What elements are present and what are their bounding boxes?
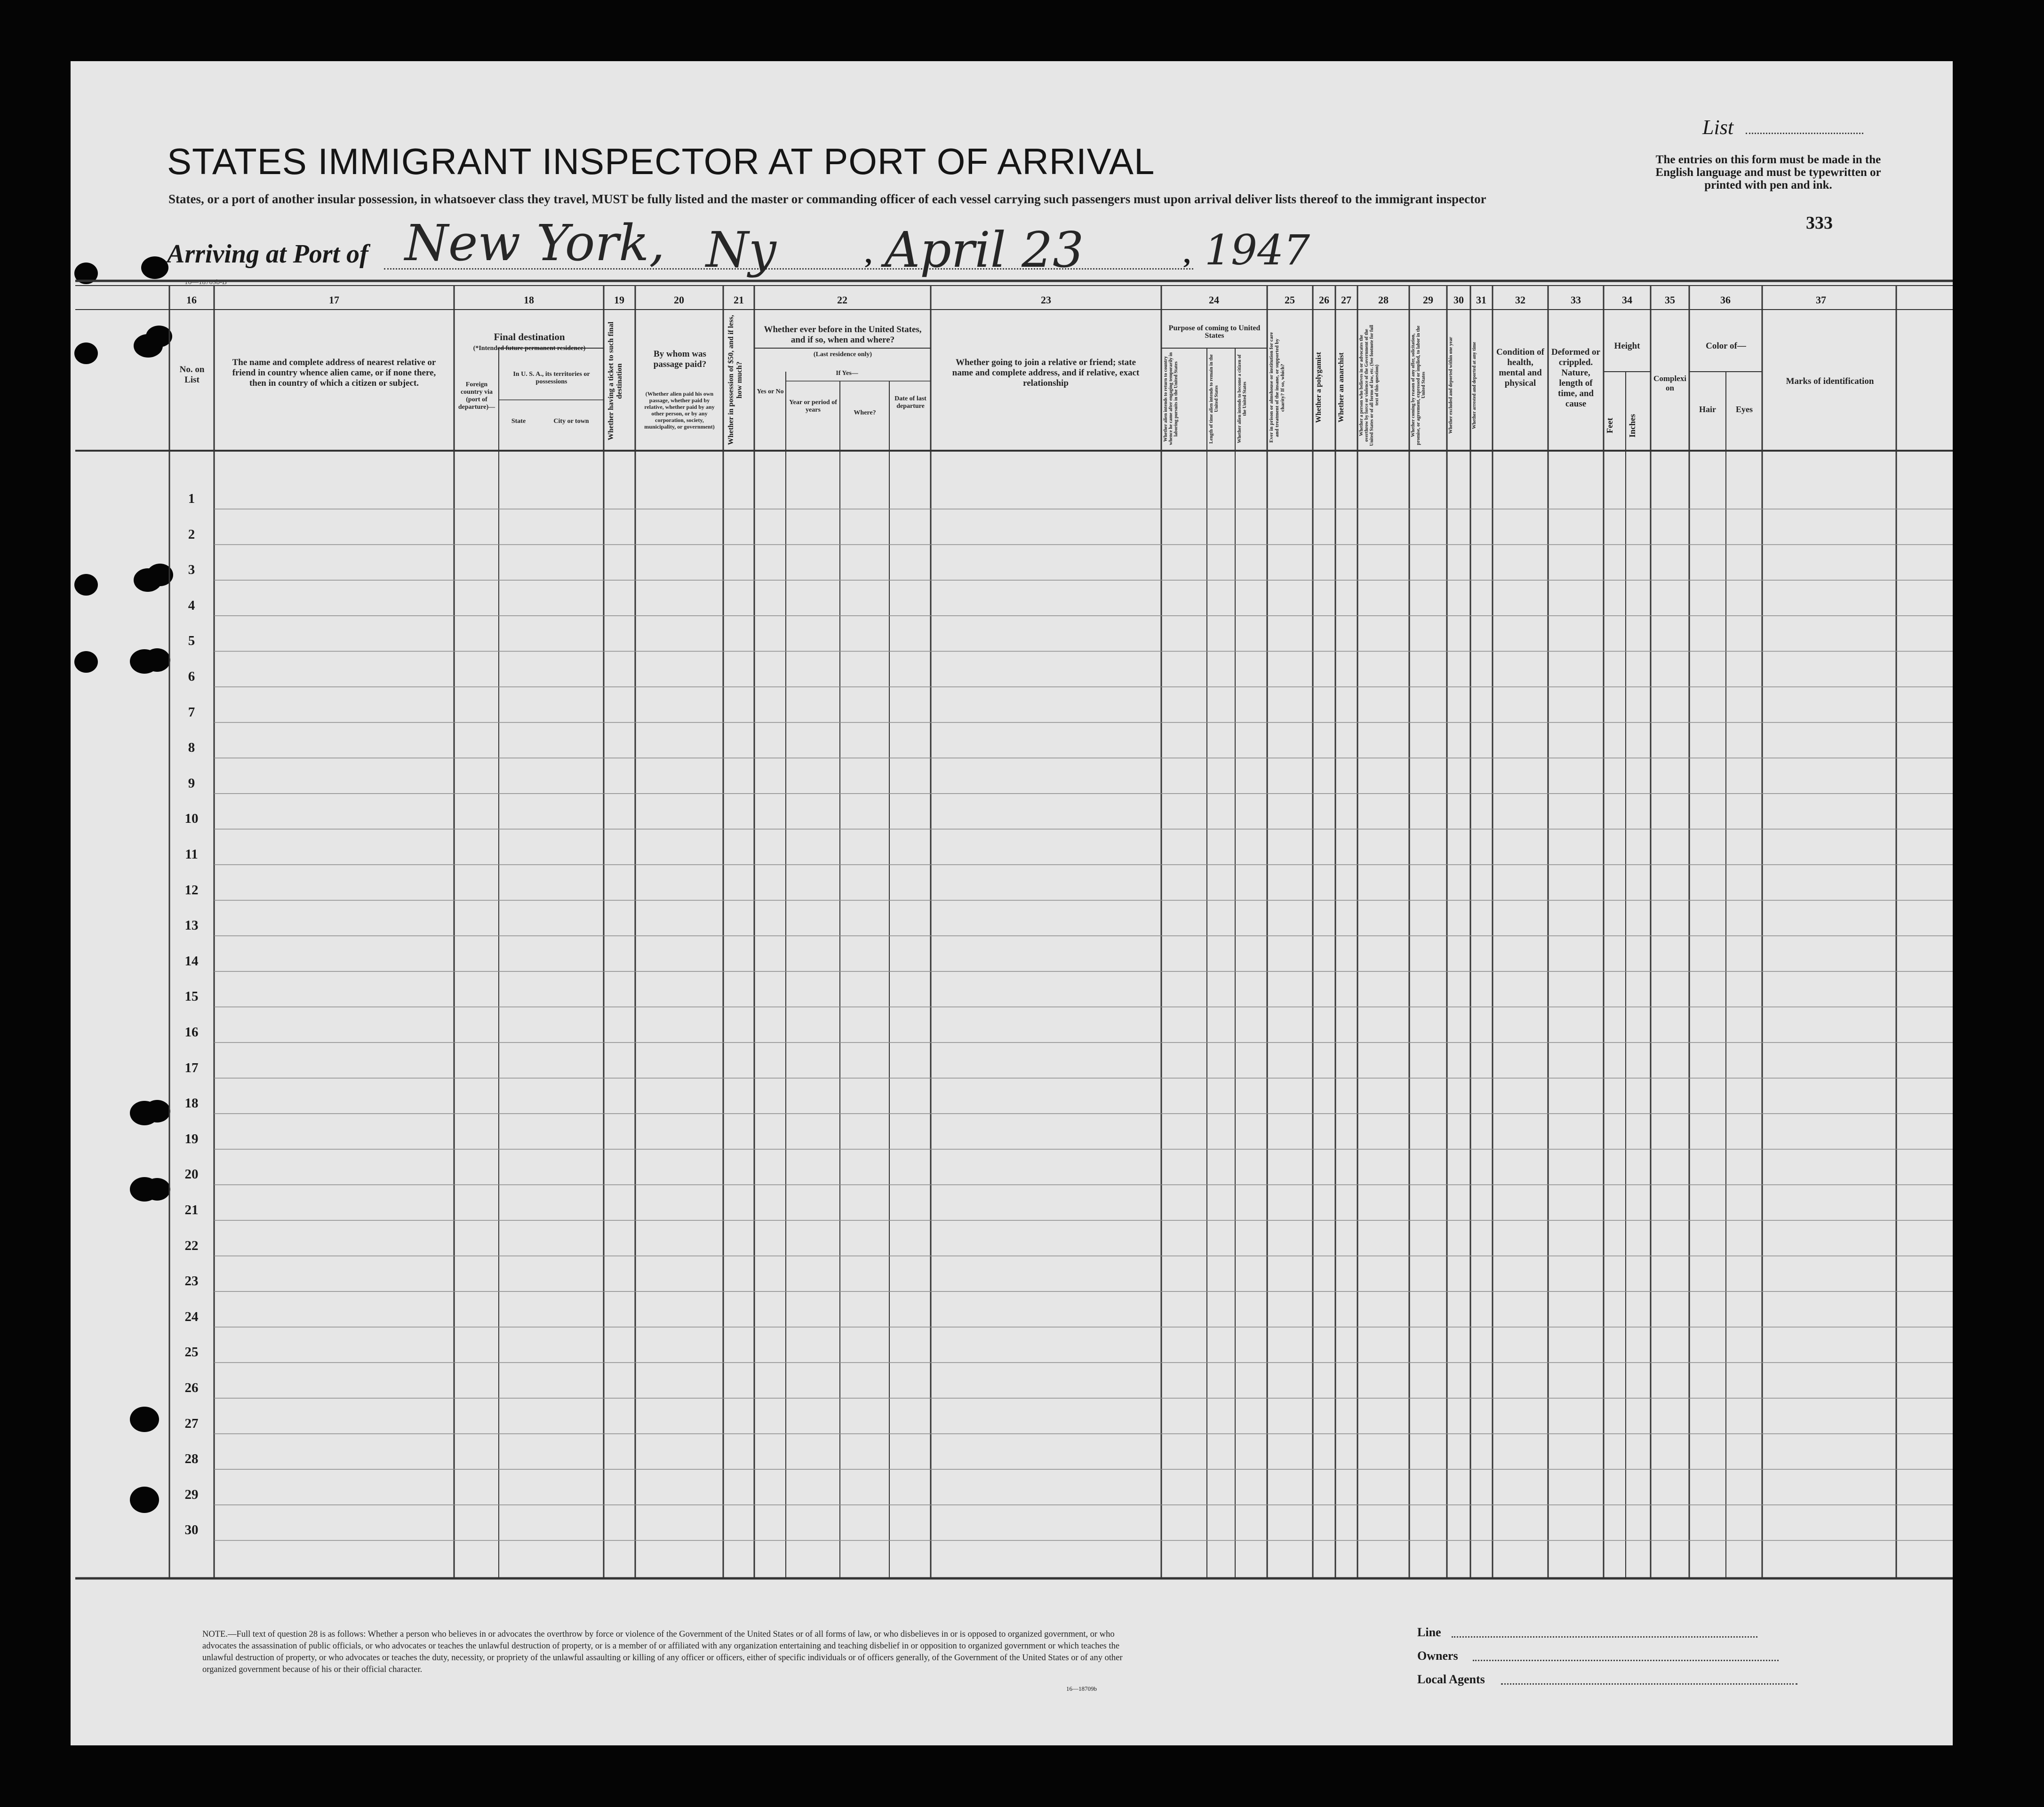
- row-number: 20: [184, 1167, 199, 1182]
- page-title: STATES IMMIGRANT INSPECTOR AT PORT OF ARRIVAL: [167, 141, 1155, 182]
- header-feet: Feet: [1605, 418, 1614, 434]
- form-instructions: The entries on this form must be made in the English language and must be typewritten or printed with pen and ink.: [1655, 153, 1881, 191]
- header-ever-before-in-us: Whether ever before in the United States, and if so, when and where?: [764, 325, 922, 345]
- list-label: List: [1702, 116, 1734, 139]
- row-number: 26: [184, 1380, 199, 1395]
- header-fifty-dollars: Whether in possession of $50, and if less, how much?: [727, 315, 743, 445]
- column-number: 18: [524, 294, 534, 306]
- column-number: 28: [1378, 294, 1389, 306]
- header-nearest-relative: The name and complete address of nearest relative or friend in country whence alien came, or if none there, then in country of which a citizen or subject.: [232, 358, 436, 388]
- header-final-destination-note: (*Intended future permanent residence): [473, 345, 586, 352]
- row-number: 28: [184, 1451, 199, 1467]
- header-height: Height: [1614, 341, 1640, 351]
- header-yes-or-no: Yes or No: [757, 388, 784, 395]
- row-number: 24: [184, 1309, 199, 1324]
- column-number: 16: [186, 294, 197, 306]
- header-complexion: Complexion: [1653, 374, 1686, 392]
- row-number: 8: [188, 740, 195, 756]
- header-excluded-deported: Whether excluded and deported within one year: [1448, 337, 1453, 434]
- column-number: 36: [1720, 294, 1731, 306]
- header-eyes: Eyes: [1736, 405, 1753, 414]
- header-question-28: Whether a person who believes in or advocates the overthrow by force or violence of the Government of the United States or of all forms of law, etc. (See footnote for full text of this question): [1359, 325, 1380, 446]
- column-number: 32: [1515, 294, 1525, 306]
- header-intends-to-return: Whether alien intends to return to country whence he came after engaging temporarily in laboring pursuits in the United States: [1163, 352, 1179, 446]
- row-number: 11: [185, 847, 198, 862]
- header-health-condition: Condition of health, mental and physical: [1496, 347, 1544, 388]
- row-number: 14: [184, 953, 199, 969]
- row-number: 9: [188, 775, 195, 791]
- column-number: 29: [1423, 294, 1433, 306]
- column-number: 23: [1041, 294, 1051, 306]
- header-final-destination: Final destination: [494, 331, 565, 342]
- form-code-top: 16—18709b-B: [184, 279, 227, 286]
- form-code-bottom: 16—18709b: [1066, 1685, 1097, 1692]
- column-number: 31: [1476, 294, 1486, 306]
- owners-label: Owners: [1417, 1649, 1458, 1663]
- header-prison-almshouse: Ever in prison or almshouse or institution for care and treatment of the insane, or supported by charity? If so, which?: [1269, 332, 1285, 443]
- header-become-citizen: Whether alien intends to become a citizen of the United States: [1237, 354, 1247, 444]
- header-color-of: Color of—: [1706, 341, 1746, 351]
- header-state: State: [511, 418, 526, 425]
- row-number: 1: [188, 491, 195, 506]
- arrival-state-value: Ny: [706, 221, 776, 279]
- row-number: 2: [188, 526, 195, 542]
- column-number: 21: [734, 294, 744, 306]
- header-last-residence: (Last residence only): [813, 351, 872, 358]
- row-number: 10: [184, 811, 199, 827]
- header-hair: Hair: [1699, 405, 1716, 414]
- row-number: 29: [184, 1487, 199, 1502]
- header-in-usa: In U. S. A., its territories or possessions: [513, 371, 590, 385]
- footnote-question-28: NOTE.—Full text of question 28 is as follows: Whether a person who believes in or advocates the overthrow by force or violence of the Government of the United States or of all forms of law, or who disbelieves in or is opposed to organized government, or who advocates the assassination of public officials, or who advocates or teaches the unlawful destruction of property, or is a member of or affiliated with any organization entertaining and teaching disbelief in or opposition to organized government or which teaches the unlawful destruction of property, or who advocates or teaches the duty, necessity, or propriety of the unlawful assaulting or killing of any officer or officers, either of specific individuals or of officers generally, of the Government of the United States or of any other organized government because of his or their official character.: [202, 1630, 1123, 1674]
- arrival-year-value: 1947: [1205, 226, 1310, 274]
- page-subtitle: States, or a port of another insular possession, in whatsoever class they travel, MUST be fully listed and the master or commanding officer of each vessel carrying such passengers must upon arrival deliver lists thereof to the immigrant inspector: [168, 192, 1486, 206]
- row-number: 3: [188, 562, 195, 578]
- header-if-yes: If Yes—: [836, 370, 858, 377]
- row-number: 30: [184, 1522, 199, 1538]
- header-arrested-deported: Whether arrested and deported at any time: [1472, 342, 1477, 429]
- owners-signature-line: [1473, 1660, 1779, 1661]
- row-number: 4: [188, 597, 195, 613]
- arrival-port-value: New York,: [405, 214, 665, 272]
- agents-signature-line: [1501, 1683, 1797, 1685]
- header-length-of-stay: Length of time alien intends to remain in the United States: [1209, 354, 1219, 444]
- header-anarchist: Whether an anarchist: [1337, 352, 1345, 423]
- header-foreign-country: Foreign country via (port of departure)—: [458, 381, 495, 411]
- header-ticket: Whether having a ticket to such final destination: [607, 321, 623, 441]
- page-number: 333: [1806, 213, 1833, 233]
- column-number: 37: [1816, 294, 1826, 306]
- column-number: 20: [674, 294, 684, 306]
- comma-separator: ,: [865, 238, 872, 269]
- column-number: 27: [1341, 294, 1351, 306]
- column-number: 26: [1319, 294, 1329, 306]
- header-list-number: No. on List: [179, 365, 205, 385]
- header-inches: Inches: [1628, 414, 1637, 438]
- row-number: 5: [188, 633, 195, 649]
- header-passage-paid-note: (Whether alien paid his own passage, whether paid by relative, whether paid by any other person, or by any corporation, society, municipality, or government): [644, 390, 715, 430]
- arriving-port-label: Arriving at Port of: [167, 239, 368, 269]
- row-number: 6: [188, 669, 195, 684]
- header-polygamist: Whether a polygamist: [1315, 352, 1323, 423]
- column-number: 19: [614, 294, 624, 306]
- row-number: 21: [184, 1202, 199, 1218]
- header-city-or-town: City or town: [553, 418, 589, 425]
- row-number: 12: [184, 882, 199, 898]
- header-where: Where?: [854, 409, 876, 416]
- row-number: 16: [184, 1025, 199, 1040]
- column-number: 34: [1622, 294, 1632, 306]
- comma-separator: ,: [1183, 238, 1190, 269]
- column-number: 33: [1571, 294, 1581, 306]
- row-number: 18: [184, 1096, 199, 1111]
- column-number: 25: [1285, 294, 1295, 306]
- line-label: Line: [1417, 1625, 1441, 1639]
- column-number: 22: [837, 294, 847, 306]
- row-number: 13: [184, 918, 199, 933]
- header-date-last-departure: Date of last departure: [894, 395, 926, 410]
- header-labor-offer: Whether coming by reason of any offer, solicitation, promise, or agreement, expressed or implied, to labor in the United States: [1411, 326, 1426, 445]
- row-number: 7: [188, 704, 195, 720]
- local-agents-label: Local Agents: [1417, 1672, 1485, 1686]
- row-number: 15: [184, 989, 199, 1004]
- header-passage-paid: By whom was passage paid?: [653, 349, 707, 369]
- column-number: 24: [1209, 294, 1219, 306]
- row-number: 23: [184, 1274, 199, 1289]
- header-purpose-of-coming: Purpose of coming to United States: [1168, 324, 1261, 340]
- header-year-or-period: Year or period of years: [789, 399, 837, 414]
- header-going-to-join: Whether going to join a relative or friend; state name and complete address, and if relative, exact relationship: [952, 358, 1140, 388]
- line-signature-line: [1452, 1636, 1757, 1638]
- arrival-date-value: April 23: [885, 221, 1084, 279]
- row-number: 27: [184, 1416, 199, 1431]
- row-number: 22: [184, 1238, 199, 1253]
- row-number: 17: [184, 1060, 199, 1075]
- header-marks-identification: Marks of identification: [1786, 376, 1874, 386]
- column-number: 35: [1665, 294, 1675, 306]
- column-number: 30: [1453, 294, 1464, 306]
- row-number: 19: [184, 1131, 199, 1146]
- column-number: 17: [329, 294, 339, 306]
- row-number: 25: [184, 1345, 199, 1360]
- header-deformed: Deformed or crippled. Nature, length of time, and cause: [1551, 347, 1600, 409]
